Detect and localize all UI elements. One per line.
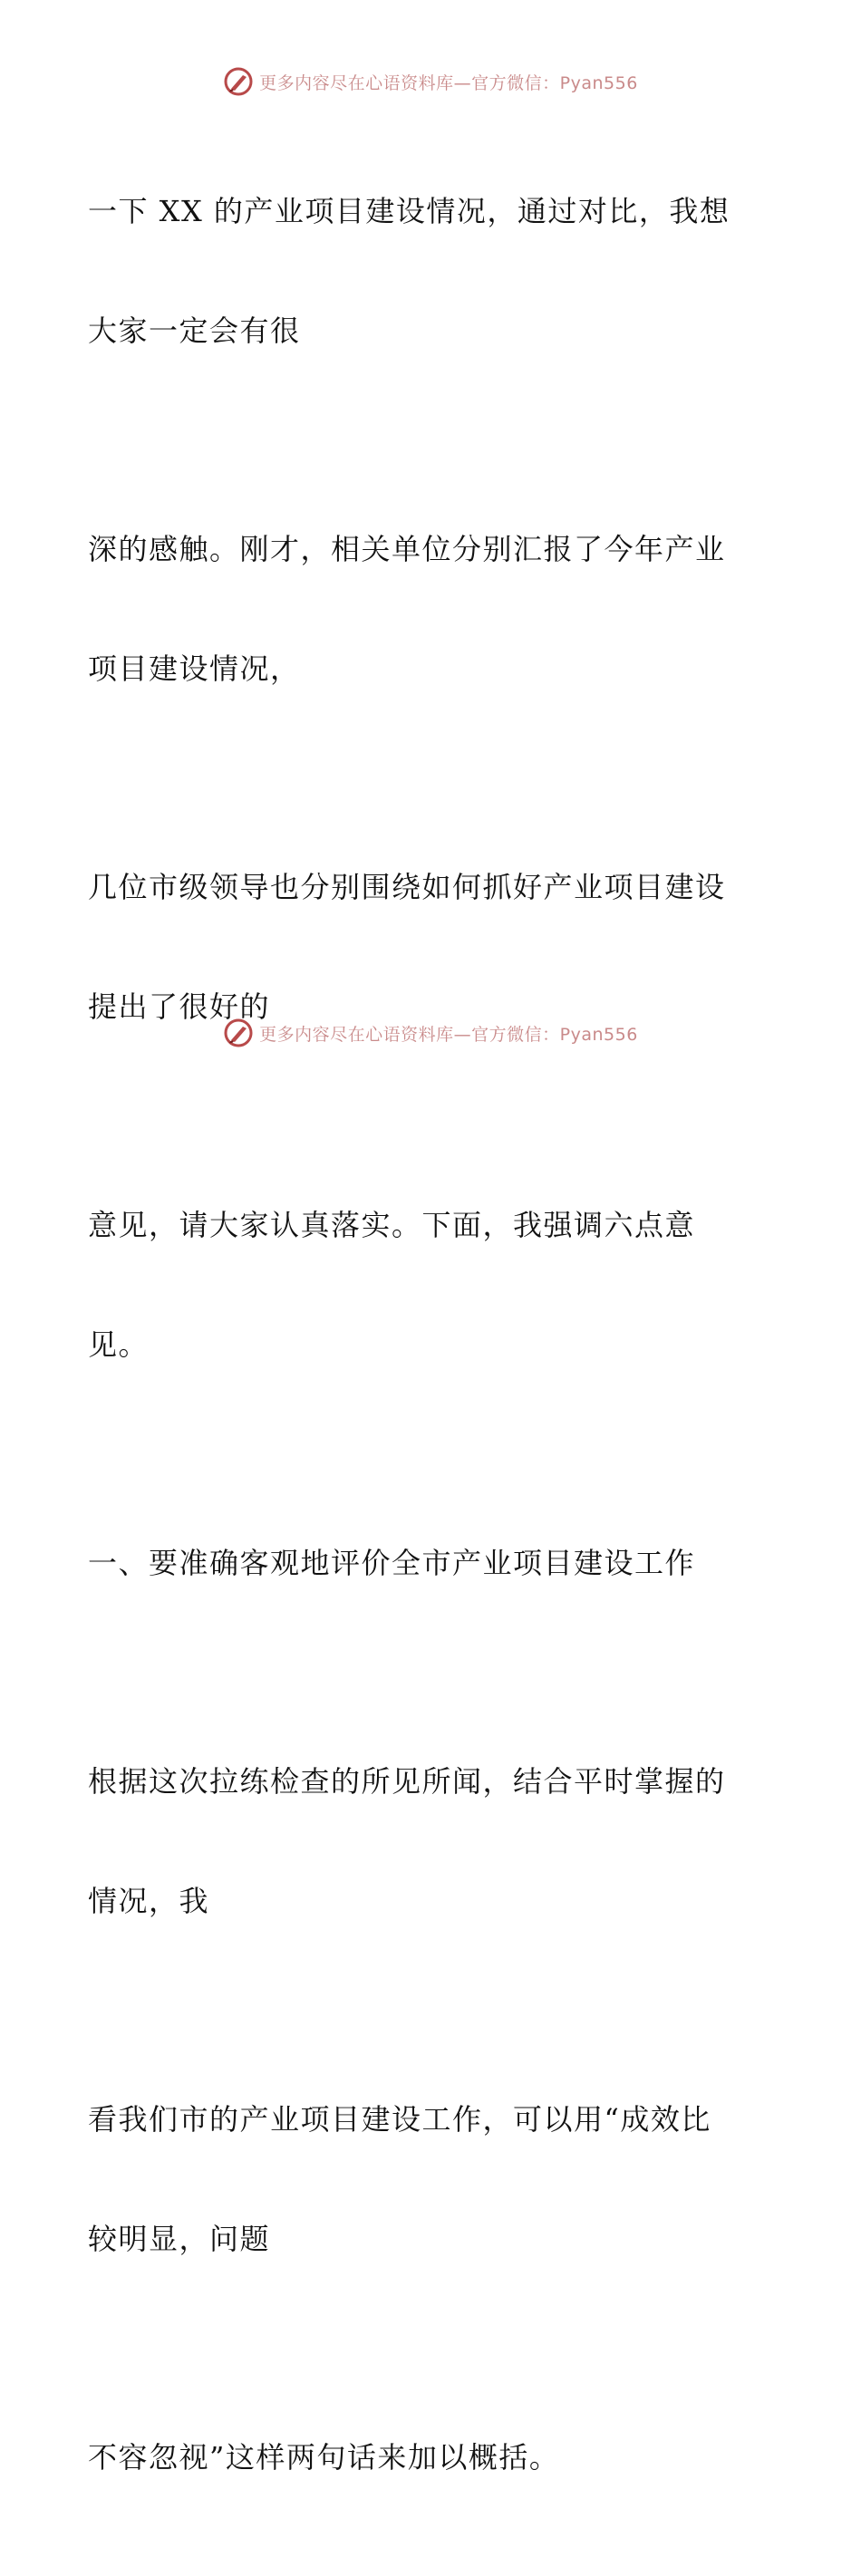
document-body xyxy=(88,111,759,2576)
paragraph-line: 提出了很好的 xyxy=(88,989,271,1024)
brush-logo-icon xyxy=(223,66,254,97)
paragraph-line: 一、要准确客观地评价全市产业项目建设工作 xyxy=(88,1546,696,1580)
paragraph-8 xyxy=(88,2358,759,2557)
paragraph-line: 情况，我 xyxy=(88,1884,210,1918)
paragraph-3 xyxy=(88,787,759,1106)
paragraph-line: 几位市级领导也分别围绕如何抓好产业项目建设 xyxy=(88,870,726,904)
paragraph-line: 根据这次拉练检查的所见所闻，结合平时掌握的 xyxy=(88,1764,726,1799)
paragraph-line: 看我们市的产业项目建设工作，可以用“成效比 xyxy=(88,2102,711,2137)
paragraph-2 xyxy=(88,449,759,768)
paragraph-line: 项目建设情况， xyxy=(88,651,301,686)
brush-logo-icon xyxy=(223,1018,254,1048)
paragraph-line: 深的感触。刚才，相关单位分别汇报了今年产业 xyxy=(88,532,726,566)
paragraph-line: 意见，请大家认真落实。下面，我强调六点意 xyxy=(88,1208,696,1242)
paragraph-1 xyxy=(88,111,759,430)
paragraph-line: 见。 xyxy=(88,1327,150,1362)
paragraph-6 xyxy=(88,1682,759,2001)
footer-watermark xyxy=(0,1015,861,1051)
watermark-text: 更多内容尽在心语资料库—官方微信：Pyan556 xyxy=(259,72,638,93)
section-heading xyxy=(88,1463,759,1663)
paragraph-4 xyxy=(88,1125,759,1444)
paragraph-line: 一下 XX 的产业项目建设情况，通过对比，我想 xyxy=(88,194,730,228)
paragraph-line: 不容忽视”这样两句话来加以概括。 xyxy=(88,2440,560,2475)
paragraph-line: 较明显，问题 xyxy=(88,2222,271,2256)
header-watermark xyxy=(0,63,861,100)
paragraph-7 xyxy=(88,2020,759,2339)
paragraph-line: 大家一定会有很 xyxy=(88,314,301,348)
watermark-text: 更多内容尽在心语资料库—官方微信：Pyan556 xyxy=(259,1024,638,1045)
